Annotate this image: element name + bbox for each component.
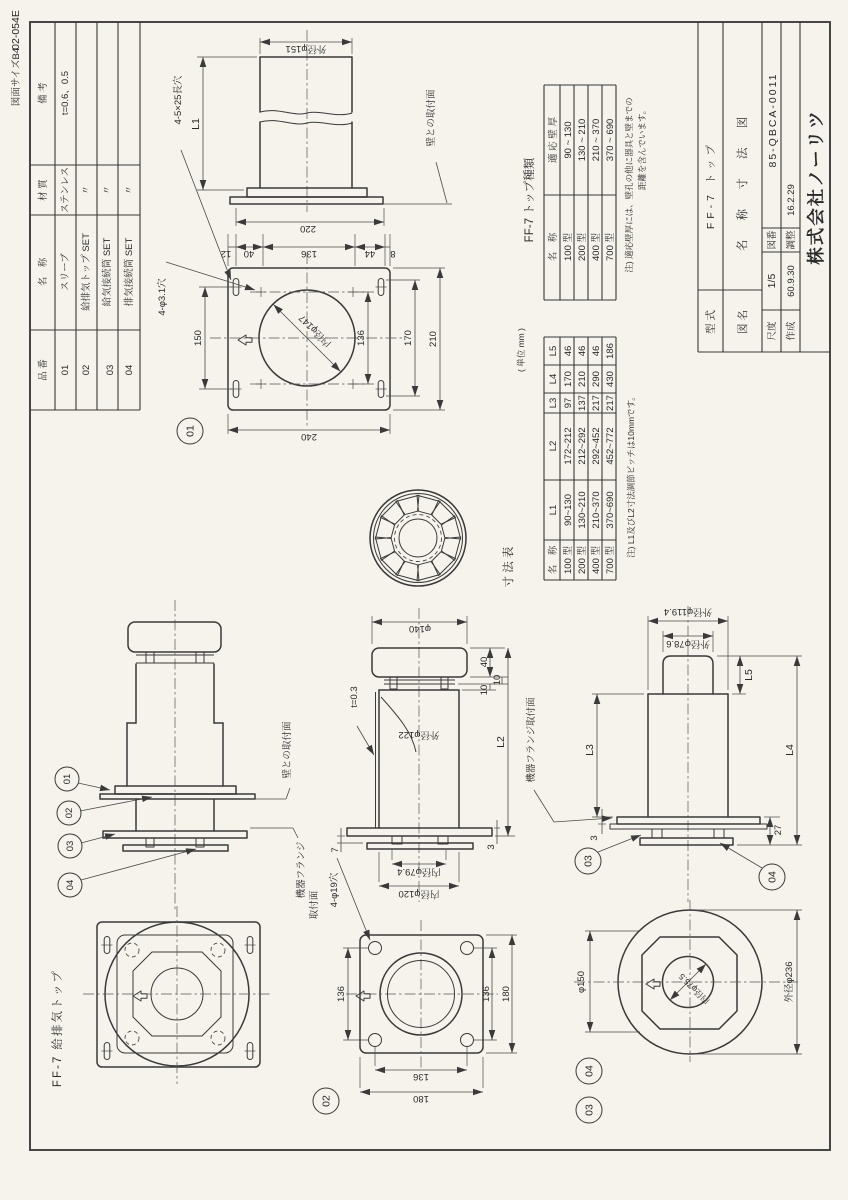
top-flange-plate	[347, 828, 492, 836]
balloon-01-label: 01	[62, 773, 73, 785]
orientation-arrow	[356, 991, 370, 1001]
type-cell: 700 型	[605, 233, 616, 261]
balloon-03-label: 03	[65, 840, 76, 852]
bolt-hole	[461, 1034, 474, 1047]
part-no: 02	[81, 364, 92, 376]
view-03-04-plan	[574, 900, 802, 1123]
dim-cell: 292~452	[591, 427, 602, 465]
parts-table	[30, 22, 140, 410]
dim-cell: 400 型	[591, 546, 602, 574]
balloon-02-label: 02	[64, 807, 75, 819]
dim-220: 220	[300, 223, 316, 234]
dim-40: 40	[479, 656, 490, 668]
parts-row-02	[80, 185, 92, 375]
mount-slot	[376, 279, 387, 296]
bolt-hole	[461, 942, 474, 955]
parts-header-no: 品 番	[38, 359, 49, 381]
mount-slot	[102, 937, 113, 954]
sleeve-flange	[97, 922, 260, 1067]
dim-outer-119-4: 外径φ119.4	[663, 606, 713, 617]
dim-col-l2: L2	[548, 440, 559, 452]
dim-cell: 97	[563, 397, 574, 409]
drawing-no-value: 85-QBCA-0011	[767, 72, 779, 168]
balloon-02-label: 02	[320, 1095, 333, 1107]
type-cell: 130 ~ 210	[577, 118, 588, 162]
revised-date: 16.2.29	[786, 184, 797, 216]
type-cell: 100 型	[563, 233, 574, 261]
balloon-04-label: 04	[583, 1065, 596, 1077]
dim-10b: 10	[479, 684, 490, 696]
dim-44: 44	[364, 248, 376, 259]
type-col-wall: 適 応 壁 厚	[548, 117, 559, 163]
dim-cell: 210~370	[591, 491, 602, 529]
dim-col-l5: L5	[548, 345, 559, 357]
dim-cell: 46	[563, 345, 574, 357]
mount-slot	[245, 1043, 256, 1060]
type-table-note-1: 注) 適応壁厚には、壁孔の他に器具と壁までの	[624, 97, 634, 273]
sheet-code: 02-054E	[10, 10, 22, 50]
label-slot-4x25: 4-5×25長穴	[173, 75, 184, 125]
company-name: 株式会社ノーリツ	[806, 109, 826, 265]
scale-value: 1/5	[766, 273, 778, 289]
drawing-name-label: 図 名	[737, 310, 749, 334]
revised-label: 調整	[786, 230, 797, 250]
dim-cell: 290	[591, 371, 602, 387]
dim-outer-78-6: 外径φ78.6	[666, 638, 710, 649]
title-block	[698, 22, 830, 352]
part-material: ステンレス	[60, 166, 71, 214]
dim-col-name: 名 称	[548, 545, 559, 575]
bolt-hole	[369, 942, 382, 955]
orientation-arrow	[238, 335, 252, 345]
bolt-hole	[369, 1034, 382, 1047]
mount-slot	[102, 1043, 113, 1060]
dim-cell: 212~292	[577, 427, 588, 465]
orientation-arrow	[133, 991, 147, 1001]
dim-outer-236: 外径φ236	[784, 961, 795, 1003]
model-label: 型 式	[705, 310, 717, 334]
dim-outer-dia-151: 外径φ151	[285, 43, 327, 54]
dim-dia-150: φ150	[576, 970, 587, 994]
dim-L1: L1	[190, 118, 202, 130]
dim-240: 240	[301, 431, 317, 442]
dim-table-title: 寸 法 表	[503, 546, 515, 588]
dim-cell: 430	[605, 371, 616, 387]
dim-col-l3: L3	[548, 397, 559, 409]
drawing-no-label: 図番	[767, 230, 778, 250]
part-no: 03	[105, 364, 116, 376]
parts-header-material: 材 質	[38, 179, 49, 201]
dim-row-700	[604, 343, 616, 574]
dim-col-l1: L1	[548, 504, 559, 516]
hidden-hole	[211, 943, 225, 957]
type-cell: 90 ~ 130	[563, 121, 574, 159]
mount-slot	[231, 279, 242, 296]
view-02-elevation	[330, 608, 515, 902]
dim-cell: 137	[577, 395, 588, 411]
dim-cell: 452~772	[605, 427, 616, 465]
part-name: 給気接続筒 SET	[102, 237, 113, 307]
dim-cell: 100 型	[563, 546, 574, 574]
label-equipment-flange-face-1: 機器フランジ	[296, 841, 307, 899]
parts-header-name: 名 称	[38, 257, 49, 287]
dim-L3: L3	[584, 744, 596, 756]
dim-table-note: 注) L1及びL2寸法調節ピッチは10mmです。	[626, 392, 636, 558]
label-hole-19: 4-φ19穴	[329, 872, 340, 908]
part-no: 04	[124, 364, 135, 376]
created-date: 60.9.30	[786, 265, 797, 297]
top-type-table	[522, 85, 647, 300]
dim-10: 10	[492, 674, 503, 686]
mount-slot	[245, 937, 256, 954]
dim-136-bottom: 136	[413, 1071, 429, 1082]
dimension-table	[501, 328, 636, 588]
dim-3: 3	[589, 835, 600, 841]
part-remarks: t=0.6、0.5	[60, 70, 71, 116]
label-hole-3-1: 4-φ3.1穴	[157, 278, 168, 316]
paper-size-label: 図面サイズB4	[11, 47, 22, 107]
pipe-break-line	[260, 111, 352, 115]
part-material: 〃	[81, 185, 92, 195]
drawing-name-value: 名 称 寸 法 図	[737, 108, 749, 252]
label-t-0-3: t=0.3	[349, 686, 360, 708]
dim-cell: 200 型	[577, 546, 588, 574]
dim-cell: 46	[591, 345, 602, 357]
dim-3: 3	[486, 844, 497, 850]
dim-outer-122: 外径φ122	[398, 729, 440, 740]
orientation-arrow	[646, 979, 660, 989]
assembly-cap	[128, 622, 221, 652]
dim-inner-120: 内径φ120	[398, 888, 440, 899]
dim-180-bottom: 180	[413, 1093, 429, 1104]
balloon-03-label: 03	[583, 1104, 596, 1116]
mount-slot	[376, 381, 387, 398]
dim-cell: 217	[591, 395, 602, 411]
balloon-03-label: 03	[582, 855, 595, 867]
dim-cell: 210	[577, 371, 588, 387]
created-label: 作成	[786, 321, 797, 341]
dim-136: 136	[301, 248, 317, 259]
part-material: 〃	[102, 185, 113, 195]
dim-136-left: 136	[336, 986, 347, 1002]
part-name: 給排気トップ SET	[81, 233, 92, 311]
dim-136-right: 136	[481, 986, 492, 1002]
label-wall-mount-face: 壁との取付面	[426, 89, 437, 147]
dim-170: 170	[403, 330, 414, 346]
assembly-view	[50, 600, 320, 1087]
dim-8: 8	[390, 248, 396, 259]
dim-180-right: 180	[501, 986, 512, 1002]
part-no: 01	[60, 364, 71, 376]
dim-150: 150	[193, 330, 204, 346]
dim-cell: 370~690	[605, 491, 616, 529]
dim-inner-dia-147: 内径φ147	[296, 312, 334, 350]
label-equipment-flange-face-2: 取付面	[309, 890, 320, 920]
type-cell: 370 ~ 690	[605, 118, 616, 162]
dim-40: 40	[243, 248, 255, 259]
dim-cell: 46	[577, 345, 588, 357]
type-table-note-2: 距離を含んでいます。	[637, 105, 647, 191]
connector-flange	[617, 817, 760, 824]
dim-136-right: 136	[356, 330, 367, 346]
balloon-04-label: 04	[65, 879, 76, 891]
dim-7: 7	[330, 847, 341, 853]
type-table-title: FF-7 トップ種類	[524, 157, 536, 243]
hidden-hole	[125, 1031, 139, 1045]
dim-cell: 172~212	[563, 427, 574, 465]
type-cell: 400 型	[591, 233, 602, 261]
scale-label: 尺度	[767, 321, 778, 341]
dim-L2: L2	[495, 736, 507, 748]
cap-outline	[372, 648, 467, 677]
dim-L5: L5	[743, 669, 755, 681]
balloon-01-label: 01	[184, 425, 197, 437]
type-cell: 200 型	[577, 233, 588, 261]
dim-L4: L4	[784, 744, 796, 756]
type-cell: 210 ~ 370	[591, 118, 602, 162]
dim-col-l4: L4	[548, 373, 559, 385]
parts-row-03	[101, 185, 116, 375]
part-name: 排気接続筒 SET	[124, 237, 135, 307]
dim-cell: 170	[563, 371, 574, 387]
dim-cell: 217	[605, 395, 616, 411]
hidden-hole	[211, 1031, 225, 1045]
dim-cell: 700 型	[605, 546, 616, 574]
dim-27: 27	[773, 824, 784, 836]
dim-210: 210	[428, 331, 439, 347]
balloon-04-label: 04	[766, 871, 779, 883]
view-03-04-elevation	[525, 606, 802, 902]
model-value: FF-7 トップ	[705, 140, 717, 230]
dim-table-unit: ( 単位 mm )	[516, 328, 526, 372]
part-material: 〃	[124, 185, 135, 195]
dim-inner-79-4: 内径φ79.4	[397, 866, 441, 877]
wall-flange	[115, 786, 236, 794]
mount-slot	[231, 381, 242, 398]
view-title-ff7-top: FF-7 給排気トップ	[52, 968, 64, 1088]
dim-cell: 130~210	[577, 491, 588, 529]
overall-front-view	[83, 906, 272, 1084]
dim-12: 12	[220, 248, 232, 259]
label-equipment-flange-face: 機器フランジ取付面	[526, 697, 537, 783]
dim-cell: 90~130	[563, 494, 574, 526]
dim-cell: 186	[605, 343, 616, 359]
parts-header-remarks: 備 考	[38, 82, 49, 104]
louver-top-view	[370, 490, 466, 586]
part-name: スリーブ	[60, 253, 71, 291]
label-wall-mount-face: 壁との取付面	[282, 721, 293, 779]
parts-row-04	[123, 185, 135, 375]
hidden-hole	[125, 943, 139, 957]
dim-dia-140: φ140	[408, 623, 432, 634]
type-col-name: 名 称	[548, 232, 559, 262]
dim-inner-75-5: 内径φ75.5	[676, 971, 712, 1007]
view-01-elevation	[190, 30, 452, 212]
